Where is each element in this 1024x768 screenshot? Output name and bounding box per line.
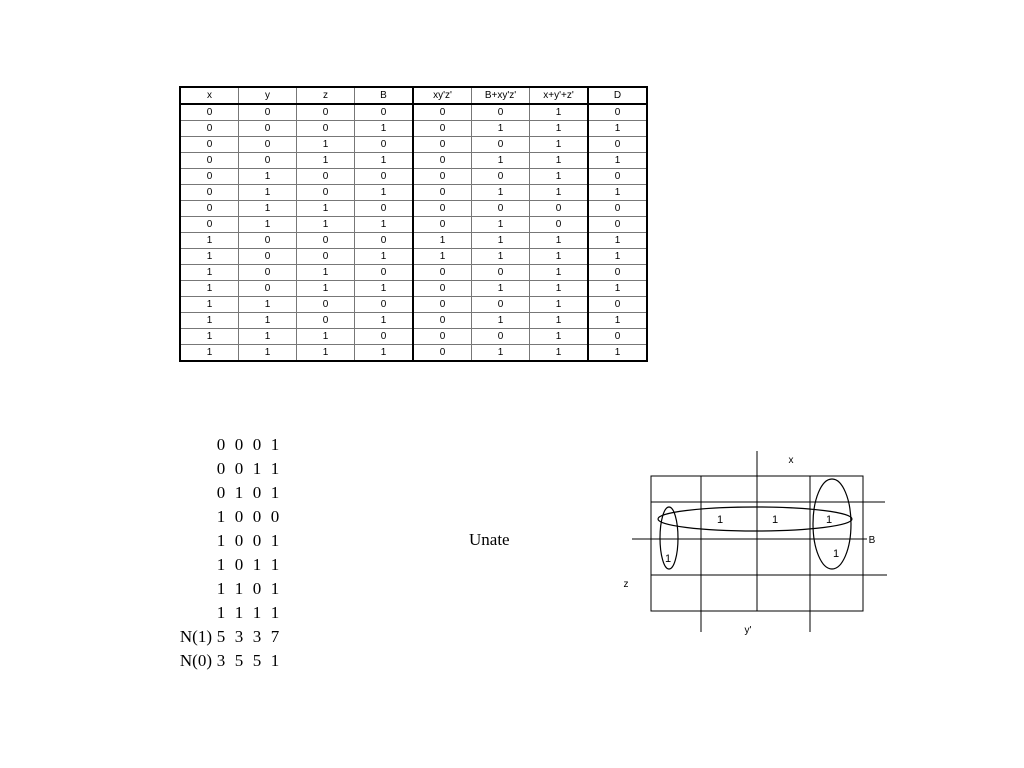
table-cell: 0 [413,217,472,233]
kmap-cell-value: 1 [832,548,840,560]
table-cell: 1 [239,169,297,185]
count-value: 5 [252,651,262,670]
bit-value: 0 [234,555,244,574]
bit-value: 0 [252,483,262,502]
bit-value: 1 [252,555,262,574]
kmap-cell-value: 1 [716,514,724,526]
table-cell: 0 [413,153,472,169]
table-cell: 0 [530,217,589,233]
table-cell: 0 [588,329,647,345]
row-label [150,457,212,481]
table-cell: 0 [413,121,472,137]
table-cell: 1 [530,249,589,265]
table-cell: 1 [239,201,297,217]
table-cell: 0 [180,217,239,233]
count-value: 3 [234,627,244,646]
kmap-label-b: B [868,535,876,546]
table-cell: 0 [297,313,355,329]
count-value: 1 [270,651,280,670]
table-cell: 0 [355,329,414,345]
bit-value: 1 [234,483,244,502]
table-cell: 1 [530,137,589,153]
table-cell: 1 [297,137,355,153]
bit-value: 1 [270,483,280,502]
table-cell: 1 [297,201,355,217]
count-label: N(1) [179,627,212,646]
table-cell: 0 [239,137,297,153]
table-cell: 1 [472,185,530,201]
kmap-grid [632,451,887,632]
table-cell: 0 [239,249,297,265]
table-cell: 1 [588,153,647,169]
table-cell: 1 [355,281,414,297]
table-cell: 1 [588,233,647,249]
unate-label: Unate [469,530,510,549]
table-row [180,233,647,249]
table-cell: 1 [180,313,239,329]
row-label [150,577,212,601]
table-cell: 1 [180,329,239,345]
table-row [180,185,647,201]
table-row [180,137,647,153]
table-row [180,201,647,217]
table-cell: 1 [472,233,530,249]
table-row [180,217,647,233]
bit-value: 1 [252,603,262,622]
table-cell: 0 [530,201,589,217]
table-cell: 1 [472,121,530,137]
column-header: x+y'+z' [530,87,589,104]
table-cell: 1 [239,313,297,329]
bit-value: 0 [270,507,280,526]
table-cell: 0 [355,104,414,121]
bit-value: 1 [252,459,262,478]
table-cell: 0 [355,297,414,313]
table-cell: 1 [530,185,589,201]
table-cell: 1 [297,329,355,345]
table-cell: 0 [180,153,239,169]
bit-value: 1 [270,555,280,574]
minterm-row [150,481,284,505]
table-cell: 1 [588,185,647,201]
table-row [180,153,647,169]
table-cell: 1 [530,345,589,362]
bit-value: 1 [234,579,244,598]
table-cell: 1 [180,297,239,313]
table-cell: 1 [297,153,355,169]
minterm-row [150,577,284,601]
row-label [150,553,212,577]
column-header: y [239,87,297,104]
table-cell: 0 [180,169,239,185]
table-cell: 1 [472,313,530,329]
table-cell: 1 [588,313,647,329]
kmap-variable-labels [624,455,876,636]
table-cell: 1 [180,281,239,297]
bit-value: 0 [234,531,244,550]
table-cell: 0 [413,329,472,345]
table-cell: 1 [180,233,239,249]
table-cell: 0 [413,297,472,313]
kmap-label-x: x [788,455,794,466]
row-label [150,481,212,505]
table-cell: 1 [588,121,647,137]
kmap-label-y: y' [744,625,752,636]
table-cell: 0 [239,265,297,281]
table-cell: 0 [297,185,355,201]
table-cell: 1 [413,233,472,249]
table-cell: 1 [355,121,414,137]
table-cell: 1 [472,281,530,297]
bit-value: 0 [216,435,226,454]
table-cell: 1 [297,217,355,233]
table-cell: 0 [588,104,647,121]
minterm-row [150,601,284,625]
table-cell: 1 [588,281,647,297]
minterm-row [150,433,284,457]
table-cell: 1 [355,345,414,362]
kmap-label-z: z [623,579,629,590]
table-cell: 0 [239,104,297,121]
bit-value: 1 [270,459,280,478]
minterm-row [150,529,284,553]
minterm-row [150,553,284,577]
column-header: D [588,87,647,104]
table-cell: 0 [588,201,647,217]
column-header: xy'z' [413,87,472,104]
bit-value: 0 [252,531,262,550]
bit-value: 1 [270,603,280,622]
table-cell: 0 [588,169,647,185]
table-cell: 1 [530,313,589,329]
count-value: 3 [252,627,262,646]
table-cell: 0 [297,297,355,313]
table-cell: 0 [297,233,355,249]
table-cell: 1 [588,345,647,362]
bit-value: 1 [216,507,226,526]
column-header: B [355,87,414,104]
table-cell: 0 [413,265,472,281]
table-cell: 0 [180,121,239,137]
table-row [180,297,647,313]
minterm-row [150,505,284,529]
table-cell: 0 [413,281,472,297]
table-cell: 0 [588,297,647,313]
karnaugh-map [610,445,900,645]
bit-value: 0 [252,507,262,526]
table-cell: 0 [472,329,530,345]
bit-value: 1 [216,555,226,574]
bit-value: 1 [216,579,226,598]
table-cell: 0 [180,201,239,217]
table-cell: 0 [355,201,414,217]
kmap-cell-value: 1 [825,514,833,526]
table-row [180,345,647,362]
table-cell: 0 [355,137,414,153]
table-row [180,281,647,297]
table-row [180,121,647,137]
table-cell: 0 [472,137,530,153]
table-cell: 1 [472,345,530,362]
table-cell: 1 [530,153,589,169]
table-cell: 0 [413,313,472,329]
table-cell: 0 [297,121,355,137]
table-cell: 1 [239,217,297,233]
bit-value: 1 [270,435,280,454]
bit-value: 1 [216,531,226,550]
bit-value: 0 [234,459,244,478]
table-cell: 0 [413,345,472,362]
group-loop [658,507,852,531]
table-cell: 1 [180,345,239,362]
table-cell: 0 [413,185,472,201]
bit-value: 0 [234,435,244,454]
bit-value: 0 [216,483,226,502]
table-cell: 0 [180,185,239,201]
table-cell: 0 [472,265,530,281]
kmap-cell-value: 1 [771,514,779,526]
table-cell: 1 [355,185,414,201]
table-cell: 1 [530,281,589,297]
row-label [150,529,212,553]
count-row [150,649,284,673]
table-cell: 1 [530,297,589,313]
table-cell: 1 [472,249,530,265]
table-cell: 1 [355,217,414,233]
table-cell: 0 [239,281,297,297]
table-row [180,329,647,345]
bit-value: 1 [270,531,280,550]
table-cell: 0 [355,265,414,281]
bit-value: 1 [234,603,244,622]
minterm-row [150,457,284,481]
table-cell: 0 [413,137,472,153]
bit-value: 0 [252,435,262,454]
table-cell: 0 [239,153,297,169]
bit-value: 1 [270,579,280,598]
table-cell: 1 [530,329,589,345]
table-cell: 1 [472,217,530,233]
minterm-list [150,433,284,673]
table-row [180,249,647,265]
table-cell: 0 [588,137,647,153]
table-cell: 1 [355,249,414,265]
count-value: 5 [216,627,226,646]
table-cell: 0 [297,249,355,265]
table-cell: 1 [297,265,355,281]
table-row [180,313,647,329]
table-cell: 0 [239,121,297,137]
count-label: N(0) [179,651,212,670]
row-label [150,433,212,457]
bit-value: 1 [216,603,226,622]
table-cell: 0 [588,265,647,281]
table-cell: 0 [355,233,414,249]
row-label [150,601,212,625]
table-cell: 1 [239,297,297,313]
table-cell: 0 [472,104,530,121]
table-cell: 0 [180,104,239,121]
table-cell: 0 [297,169,355,185]
table-cell: 1 [588,249,647,265]
column-header: z [297,87,355,104]
table-cell: 0 [588,217,647,233]
table-cell: 1 [180,265,239,281]
table-cell: 0 [413,201,472,217]
table-cell: 1 [297,281,355,297]
table-cell: 1 [530,121,589,137]
count-row [150,625,284,649]
table-cell: 0 [297,104,355,121]
row-label [150,505,212,529]
table-cell: 1 [413,249,472,265]
table-cell: 0 [413,104,472,121]
table-row [180,265,647,281]
table-header-row [180,87,647,104]
truth-table [179,86,648,362]
bit-value: 0 [252,579,262,598]
table-row [180,169,647,185]
kmap-groupings [658,479,852,569]
table-cell: 1 [239,185,297,201]
table-cell: 1 [530,265,589,281]
kmap-cell-value: 1 [664,553,672,565]
table-cell: 1 [239,345,297,362]
table-cell: 0 [239,233,297,249]
table-cell: 1 [239,329,297,345]
table-cell: 0 [472,297,530,313]
count-value: 3 [216,651,226,670]
table-cell: 0 [472,169,530,185]
table-cell: 0 [413,169,472,185]
column-header: x [180,87,239,104]
table-cell: 1 [530,233,589,249]
table-row [180,104,647,121]
column-header: B+xy'z' [472,87,530,104]
table-cell: 1 [297,345,355,362]
count-value: 7 [270,627,280,646]
table-cell: 1 [530,169,589,185]
bit-value: 0 [216,459,226,478]
table-cell: 0 [355,169,414,185]
table-cell: 0 [180,137,239,153]
table-cell: 1 [355,313,414,329]
table-cell: 0 [472,201,530,217]
table-cell: 1 [355,153,414,169]
count-value: 5 [234,651,244,670]
table-cell: 1 [530,104,589,121]
bit-value: 0 [234,507,244,526]
table-cell: 1 [180,249,239,265]
table-cell: 1 [472,153,530,169]
